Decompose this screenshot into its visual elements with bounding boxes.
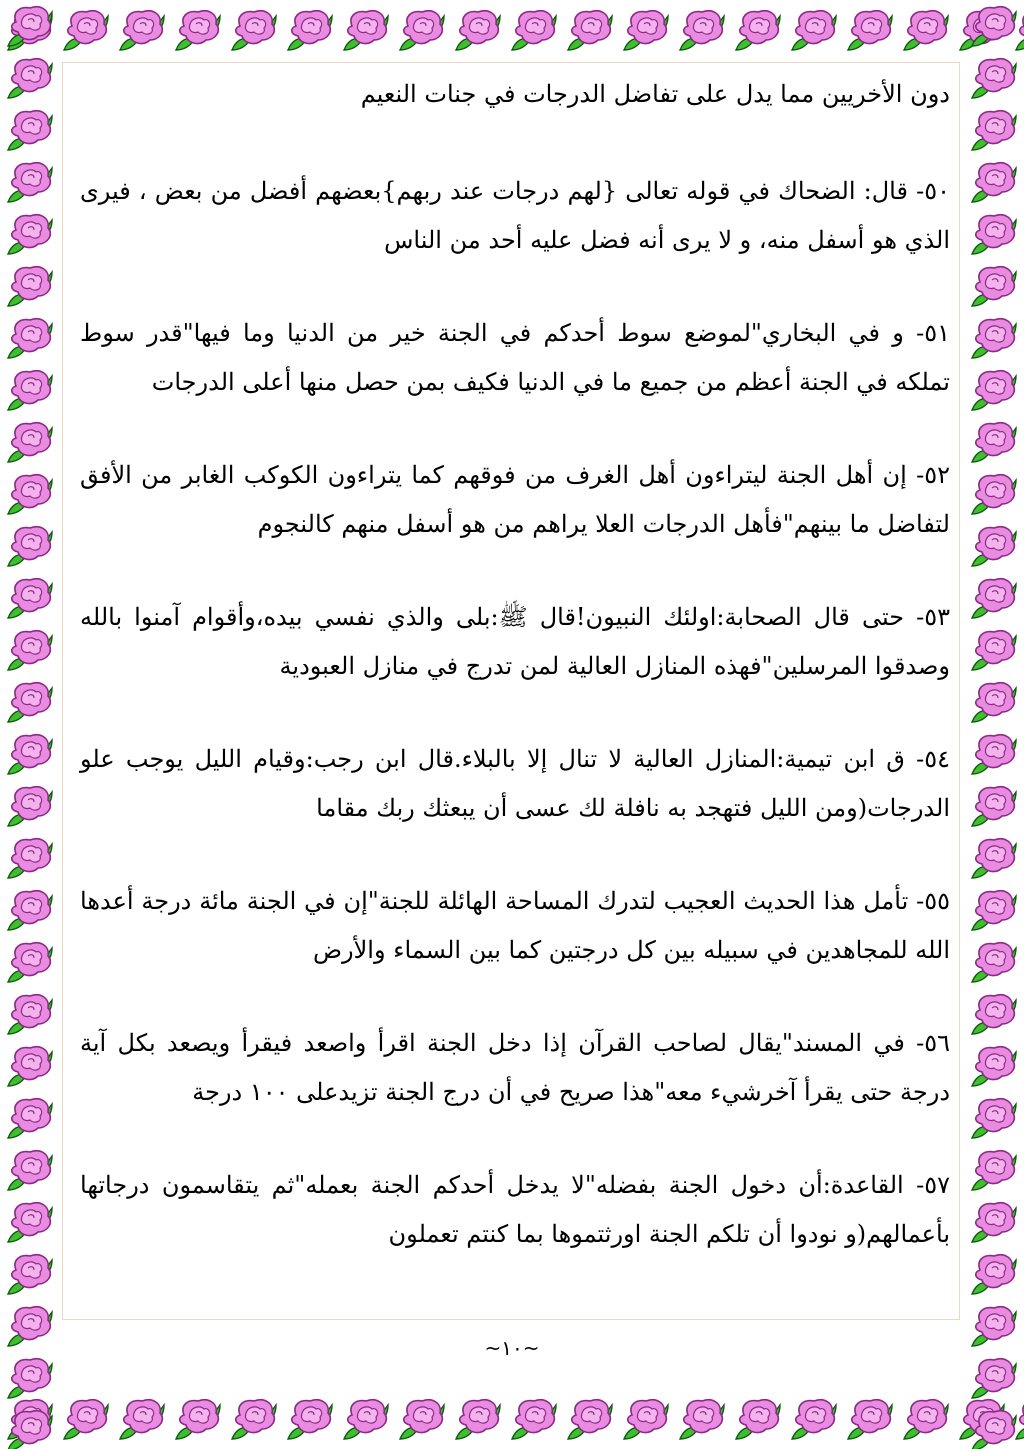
- paragraph-56: ٥٦- في المسند"يقال لصاحب القرآن إذا دخل الجنة اقرأ واصعد فيقرأ ويصعد بكل آية درجة حتى يقرأ آخرشيء معه"هذا صريح في أن درج الجنة تزيدعلى ١٠٠ درجة: [80, 1029, 950, 1106]
- paragraph-57: ٥٧- القاعدة:أن دخول الجنة بفضله"لا يدخل أحدكم الجنة بعمله"ثم يتقاسمون درجاتها بأعمالهم(و نودوا أن تلكم الجنة اورثتموها بما كنتم تعملون: [80, 1171, 950, 1248]
- floral-border-right: [964, 0, 1024, 1449]
- floral-border-top: [0, 0, 1024, 62]
- page-number: ~١٠~: [484, 1336, 540, 1360]
- paragraph-54: ٥٤- ق ابن تيمية:المنازل العالية لا تنال إلا بالبلاء.قال ابن رجب:وقيام الليل يوجب علو الدرجات(ومن الليل فتهجد به نافلة لك عسى أن يبعثك ربك مقاما: [80, 745, 950, 822]
- paragraph-51: ٥١- و في البخاري"لموضع سوط أحدكم في الجنة خير من الدنيا وما فيها"قدر سوط تملكه في الجنة أعظم من جميع ما في الدنيا فكيف بمن حصل منها أعلى الدرجات: [80, 319, 950, 396]
- paragraph-53: ٥٣- حتى قال الصحابة:اولئك النبيون!قال ﷺ:بلى والذي نفسي بيده،وأقوام آمنوا بالله وصدقوا المرسلين"فهذه المنازل العالية لمن تدرج في منازل العبودية: [80, 603, 950, 680]
- page-content: [80, 70, 950, 1303]
- floral-border-bottom: [0, 1389, 1024, 1449]
- paragraph-52: ٥٢- إن أهل الجنة ليتراءون أهل الغرف من فوقهم كما يتراءون الكوكب الغابر من الأفق لتفاضل ما بينهم"فأهل الدرجات العلا يراهم من هو أسفل منهم كالنجوم: [80, 461, 950, 538]
- paragraph-50: ٥٠- قال: الضحاك في قوله تعالى {لهم درجات عند ربهم}بعضهم أفضل من بعض ، فيرى الذي هو أسفل منه، و لا يرى أنه فضل عليه أحد من الناس: [80, 177, 950, 254]
- paragraph-intro: دون الأخريين مما يدل على تفاضل الدرجات في جنات النعيم: [360, 80, 950, 108]
- paragraph-55: ٥٥- تأمل هذا الحديث العجيب لتدرك المساحة الهائلة للجنة"إن في الجنة مائة درجة أعدها الله للمجاهدين في سبيله بين كل درجتين كما بين السماء والأرض: [80, 887, 950, 964]
- floral-border-left: [0, 0, 60, 1449]
